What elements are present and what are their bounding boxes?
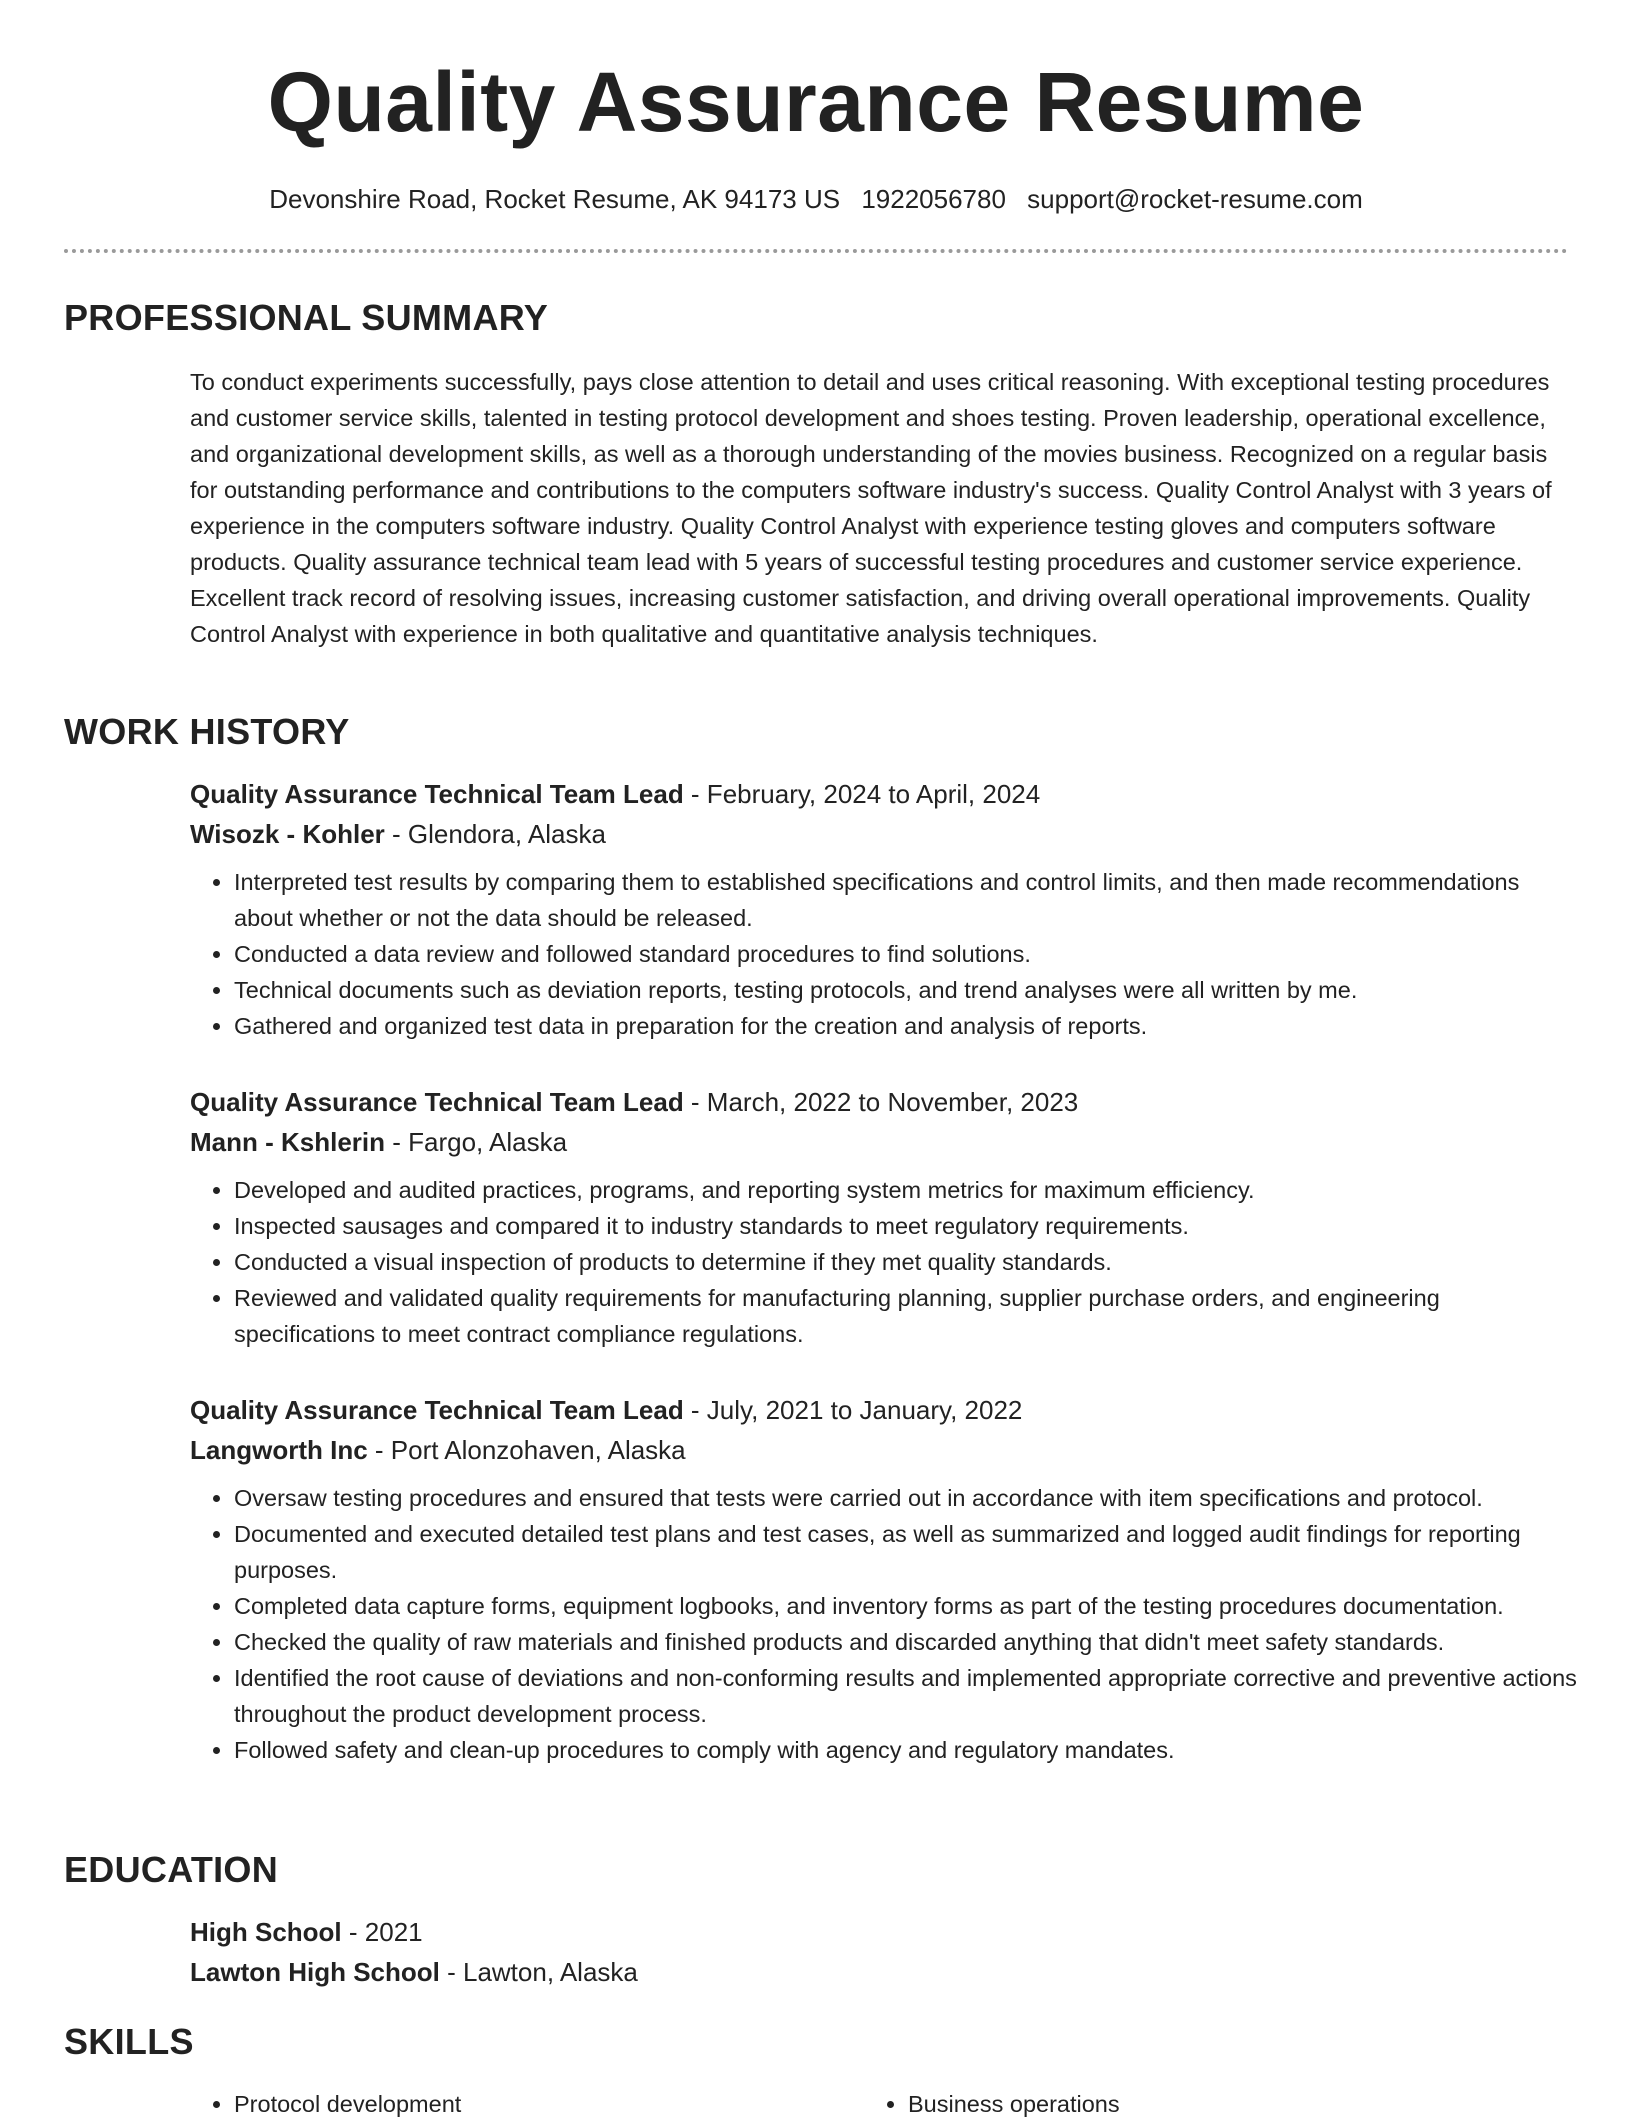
contact-address: Devonshire Road, Rocket Resume, AK 94173 US (269, 184, 841, 214)
section-title-work-history: WORK HISTORY (64, 711, 350, 752)
job-entry (190, 774, 1580, 1044)
job-entry (190, 1390, 1580, 1768)
education-degree: High School (190, 1917, 342, 1947)
job-role: Quality Assurance Technical Team Lead (190, 779, 684, 809)
list-item: • Checked the quality of raw materials and finished products and discarded anything that didn't meet safety standards. (234, 1624, 1580, 1660)
list-item: • Conducted a visual inspection of products to determine if they met quality standards. (234, 1244, 1580, 1280)
list-item: • Technical documents such as deviation reports, testing protocols, and trend analyses were all written by me. (234, 972, 1580, 1008)
list-item: • Completed data capture forms, equipment logbooks, and inventory forms as part of the testing procedures documentation. (234, 1588, 1580, 1624)
education-year: - 2021 (341, 1917, 423, 1947)
education-school: Lawton High School (190, 1957, 440, 1987)
contact-phone: 1922056780 (861, 184, 1006, 214)
job-company: Wisozk - Kohler (190, 819, 385, 849)
job-company-line (190, 1122, 1580, 1162)
job-location: - Glendora, Alaska (384, 819, 606, 849)
job-location: - Port Alonzohaven, Alaska (367, 1435, 686, 1465)
section-title-skills: SKILLS (64, 2021, 194, 2062)
education-location: - Lawton, Alaska (439, 1957, 638, 1987)
job-company-line (190, 1430, 1580, 1470)
job-title-line (190, 1390, 1580, 1430)
summary-text: To conduct experiments successfully, pays close attention to detail and uses critical reasoning. With exceptional testing procedures and customer service skills, talented in testing protocol development and shoes testing. Proven leadership, operational excellence, and organizational development skills, as well as a thorough understanding of the movies business. Recognized on a regular basis for outstanding performance and contributions to the computers software industry's success. Quality Control Analyst with 3 years of experience in the computers software industry. Quality Control Analyst with experience testing gloves and computers software products. Quality assurance technical team lead with 5 years of successful testing procedures and customer service experience. Excellent track record of resolving issues, increasing customer satisfaction, and driving overall operational improvements. Quality Control Analyst with experience in both qualitative and quantitative analysis techniques. (190, 369, 1552, 647)
job-bullets (190, 1172, 1580, 1352)
education-degree-line (190, 1912, 1580, 1952)
skills-column-right (864, 2086, 1538, 2122)
job-dates: - July, 2021 to January, 2022 (683, 1395, 1023, 1425)
resume-title: Quality Assurance Resume (267, 55, 1365, 149)
job-dates: - February, 2024 to April, 2024 (683, 779, 1041, 809)
list-item: • Inspected sausages and compared it to industry standards to meet regulatory requirements. (234, 1208, 1580, 1244)
list-item: • Interpreted test results by comparing them to established specifications and control limits, and then made recommendations about whether or not the data should be released. (234, 864, 1580, 936)
job-entry (190, 1082, 1580, 1352)
contact-email[interactable]: support@rocket-resume.com (1027, 184, 1363, 214)
list-item: • Documented and executed detailed test plans and test cases, as well as summarized and logged audit findings for reporting purposes. (234, 1516, 1580, 1588)
job-title-line (190, 1082, 1580, 1122)
education-school-line (190, 1952, 1580, 1992)
job-role: Quality Assurance Technical Team Lead (190, 1087, 684, 1117)
skills-list (190, 2086, 1570, 2122)
list-item: • Oversaw testing procedures and ensured that tests were carried out in accordance with item specifications and protocol. (234, 1480, 1580, 1516)
job-company: Mann - Kshlerin (190, 1127, 386, 1157)
job-role: Quality Assurance Technical Team Lead (190, 1395, 684, 1425)
list-item: • Developed and audited practices, programs, and reporting system metrics for maximum efficiency. (234, 1172, 1580, 1208)
job-dates: - March, 2022 to November, 2023 (683, 1087, 1079, 1117)
list-item: • Protocol development (234, 2086, 864, 2122)
list-item: • Reviewed and validated quality requirements for manufacturing planning, supplier purchase orders, and engineering specifications to meet contract compliance regulations. (234, 1280, 1580, 1352)
list-item: • Followed safety and clean-up procedures to comply with agency and regulatory mandates. (234, 1732, 1580, 1768)
job-company-line (190, 814, 1580, 854)
list-item: • Business operations (908, 2086, 1538, 2122)
job-location: - Fargo, Alaska (385, 1127, 568, 1157)
list-item: • Conducted a data review and followed standard procedures to find solutions. (234, 936, 1580, 972)
education-entry (190, 1912, 1580, 1992)
contact-line (0, 182, 1632, 216)
list-item: • Gathered and organized test data in preparation for the creation and analysis of reports. (234, 1008, 1580, 1044)
list-item: • Identified the root cause of deviations and non-conforming results and implemented appropriate corrective and preventive actions throughout the product development process. (234, 1660, 1580, 1732)
skills-column-left (190, 2086, 864, 2122)
header-divider (64, 249, 1568, 253)
job-bullets (190, 1480, 1580, 1768)
section-title-education: EDUCATION (64, 1849, 279, 1890)
job-bullets (190, 864, 1580, 1044)
job-title-line (190, 774, 1580, 814)
job-company: Langworth Inc (190, 1435, 368, 1465)
section-title-summary: PROFESSIONAL SUMMARY (64, 297, 549, 338)
